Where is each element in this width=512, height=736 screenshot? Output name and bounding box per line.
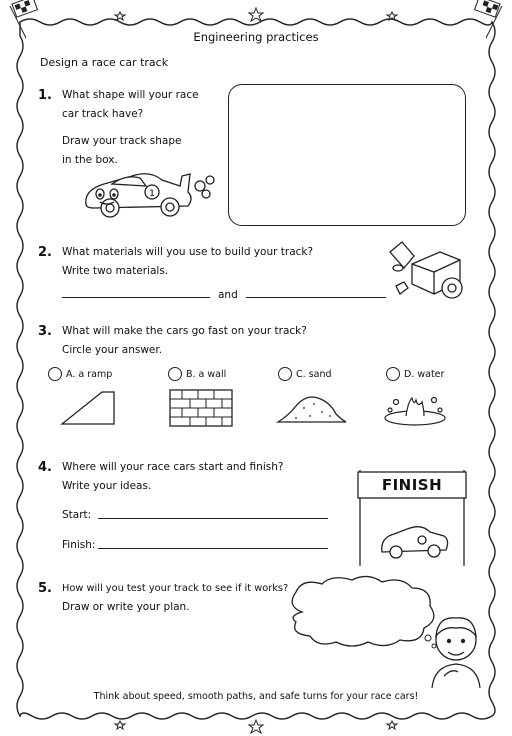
question-1-line-1: What shape will your race — [62, 89, 199, 101]
question-5-number: 5. — [38, 581, 52, 596]
option-b-label: B. a wall — [186, 368, 227, 380]
option-d[interactable] — [386, 367, 444, 381]
question-2-text — [62, 243, 313, 281]
option-c-label: C. sand — [296, 368, 332, 380]
finish-answer-line[interactable] — [98, 548, 328, 549]
page-title: Engineering practices — [193, 30, 319, 44]
question-4-number: 4. — [38, 460, 52, 475]
question-3-line-1: What will make the cars go fast on your track? — [62, 325, 307, 337]
question-3-number: 3. — [38, 324, 52, 339]
track-drawing-box[interactable] — [228, 84, 466, 226]
brick-wall-icon — [168, 388, 234, 428]
ramp-icon — [58, 388, 118, 428]
question-1-text — [62, 86, 199, 170]
question-5-line-2: Draw or write your plan. — [62, 601, 190, 613]
building-materials-icon — [382, 238, 474, 304]
page-subtitle: Design a race car track — [40, 56, 169, 69]
option-a-circle[interactable] — [48, 367, 62, 381]
material-2-answer-line[interactable] — [246, 297, 386, 298]
option-c[interactable] — [278, 367, 332, 381]
question-1-instruction-1: Draw your track shape — [62, 135, 182, 147]
sand-pile-icon — [274, 388, 348, 428]
material-1-answer-line[interactable] — [62, 297, 210, 298]
question-1-line-2: car track have? — [62, 108, 144, 120]
thinking-child-icon — [424, 608, 488, 688]
question-4-line-1: Where will your race cars start and finish? — [62, 461, 284, 473]
question-5-line-1: How will you test your track to see if it works? — [62, 583, 289, 594]
option-a-label: A. a ramp — [66, 368, 113, 380]
question-4-line-2: Write your ideas. — [62, 480, 152, 492]
water-splash-icon — [380, 388, 450, 428]
finish-sign-text: FINISH — [381, 476, 443, 494]
question-2-number: 2. — [38, 245, 52, 260]
start-answer-line[interactable] — [98, 518, 328, 519]
footer-tip: Think about speed, smooth paths, and safe turns for your race cars! — [93, 691, 419, 702]
question-5-text — [62, 579, 288, 617]
question-3-text — [62, 322, 307, 360]
option-d-circle[interactable] — [386, 367, 400, 381]
option-b-circle[interactable] — [168, 367, 182, 381]
option-a[interactable] — [48, 367, 112, 381]
question-1-instruction-2: in the box. — [62, 154, 118, 166]
materials-connector: and — [218, 289, 238, 301]
question-4-text — [62, 458, 283, 496]
option-c-circle[interactable] — [278, 367, 292, 381]
race-car-icon — [76, 160, 226, 222]
thought-cloud-box[interactable] — [282, 572, 442, 652]
finish-field-label: Finish: — [62, 539, 96, 551]
option-d-label: D. water — [404, 368, 445, 380]
question-1-number: 1. — [38, 88, 52, 103]
question-3-line-2: Circle your answer. — [62, 344, 163, 356]
car-number: 1 — [149, 189, 155, 199]
start-field-label: Start: — [62, 509, 92, 521]
option-b[interactable] — [168, 367, 226, 381]
question-2-line-1: What materials will you use to build your track? — [62, 246, 314, 258]
question-2-line-2: Write two materials. — [62, 265, 169, 277]
